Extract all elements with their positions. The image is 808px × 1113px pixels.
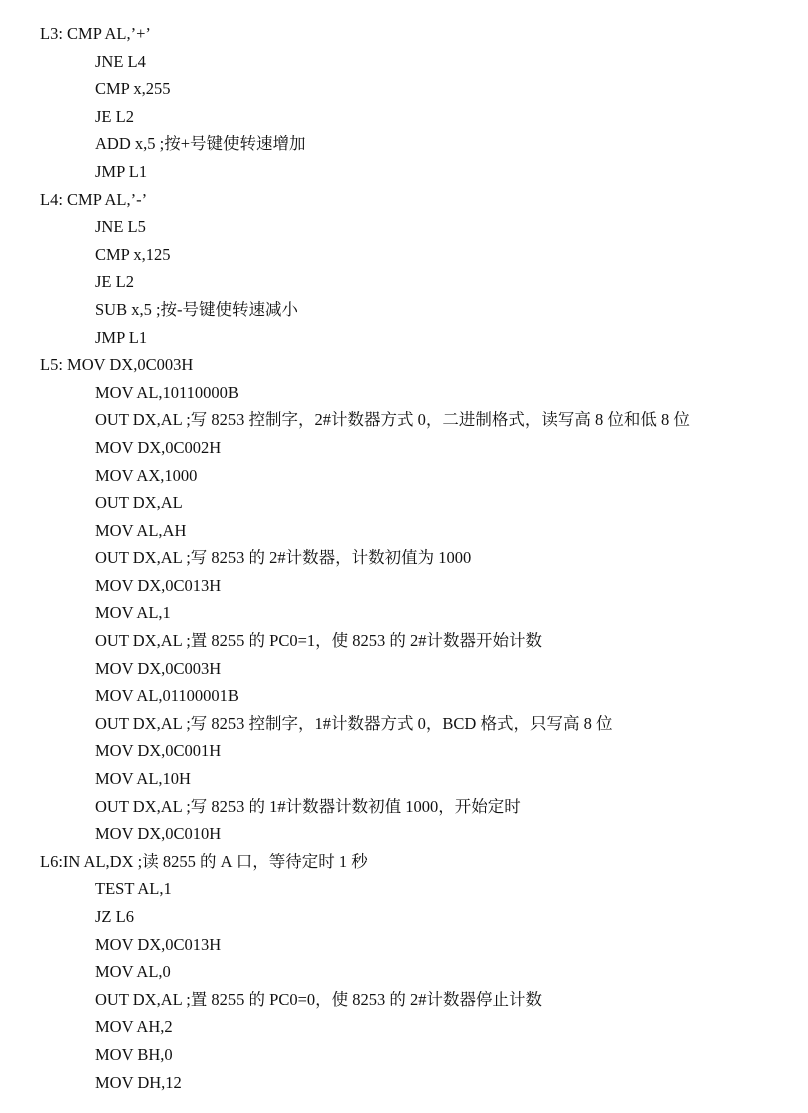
code-line: MOV BH,0	[95, 1044, 173, 1064]
code-line: MOV DX,0C013H	[95, 934, 222, 954]
code-line: OUT DX,AL	[95, 493, 183, 513]
code-line: OUT DX,AL ;置 8255 的 PC0=1，使 8253 的 2#计数器开始计数	[95, 631, 543, 651]
code-line: MOV AL,01100001B	[95, 686, 239, 706]
code-line: OUT DX,AL ;置 8255 的 PC0=0，使 8253 的 2#计数器停止计数	[95, 989, 543, 1009]
code-line: JMP L1	[95, 161, 148, 181]
code-line: MOV DX,0C001H	[95, 741, 222, 761]
code-line: MOV DX,0C013H	[95, 575, 222, 595]
code-line: MOV AL,1	[95, 603, 171, 623]
code-line: MOV DX,0C003H	[95, 658, 222, 678]
code-line: CMP x,125	[95, 244, 171, 264]
code-line: OUT DX,AL ;写 8253 控制字，2#计数器方式 0，二进制格式，读写高 8 位和低 8 位	[95, 410, 690, 430]
code-line: JNE L4	[95, 51, 146, 71]
code-line: JE L2	[95, 106, 134, 126]
code-line: MOV AH,2	[95, 1017, 173, 1037]
code-line: MOV AL,10H	[95, 769, 191, 789]
code-line: JZ L6	[95, 907, 134, 926]
code-line: MOV DX,0C010H	[95, 824, 222, 844]
code-line: OUT DX,AL ;写 8253 的 1#计数器计数初值 1000，开始定时	[95, 796, 521, 816]
code-line: MOV AX,1000	[95, 465, 198, 485]
labeled-code-line: L5: MOV DX,0C003H	[40, 355, 194, 375]
code-line: JE L2	[95, 272, 134, 292]
code-line: SUB x,5 ;按-号键使转速减小	[95, 299, 299, 319]
code-line: MOV AL,AH	[95, 520, 187, 540]
labeled-code-line: L6:IN AL,DX ;读 8255 的 A 口，等待定时 1 秒	[40, 851, 368, 871]
labeled-code-line: L3: CMP AL,’+’	[40, 24, 151, 43]
labeled-code-line: L4: CMP AL,’-’	[40, 189, 148, 209]
code-line: CMP x,255	[95, 79, 171, 99]
code-line: OUT DX,AL ;写 8253 控制字，1#计数器方式 0，BCD 格式，只写高 8 位	[95, 713, 613, 733]
code-line: MOV AL,10110000B	[95, 382, 239, 402]
code-line: ADD x,5 ;按+号键使转速增加	[95, 134, 306, 154]
code-line: JMP L1	[95, 327, 148, 347]
code-line: TEST AL,1	[95, 879, 172, 899]
code-line: MOV AL,0	[95, 962, 171, 982]
code-line: OUT DX,AL ;写 8253 的 2#计数器，计数初值为 1000	[95, 548, 472, 568]
code-line: MOV DH,12	[95, 1072, 182, 1092]
code-listing	[0, 20, 808, 1096]
code-line: MOV DX,0C002H	[95, 437, 222, 457]
code-line: JNE L5	[95, 217, 146, 237]
